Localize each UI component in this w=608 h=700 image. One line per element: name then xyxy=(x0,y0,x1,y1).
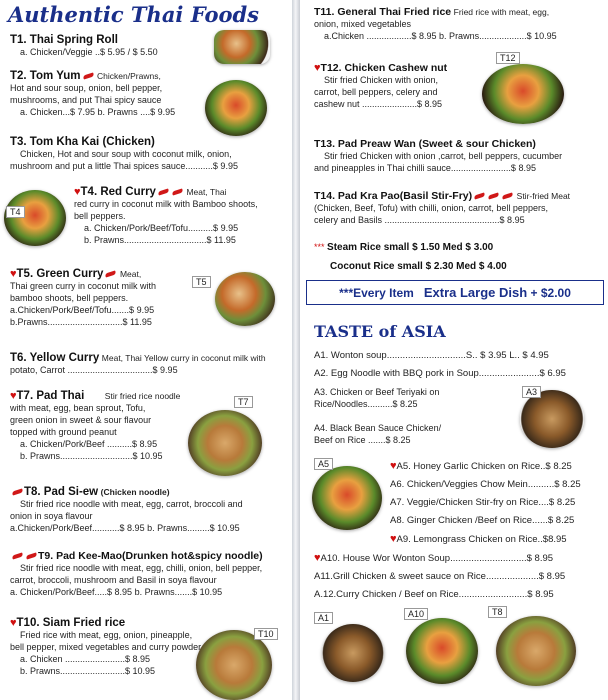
right-column xyxy=(300,0,608,700)
green-curry-photo xyxy=(215,272,275,326)
photo-tag-t10: T10 xyxy=(254,628,278,640)
spicy-chili-icon xyxy=(474,193,486,200)
heart-icon: ♥ xyxy=(390,533,397,545)
heart-icon: ♥ xyxy=(314,552,321,564)
spicy-chili-icon xyxy=(105,271,117,278)
photo-tag-t4: T4 xyxy=(6,206,25,218)
asia-a1: A1. Wonton soup..............................S.. $ 3.95 L.. $ 4.95 xyxy=(314,350,549,361)
spicy-chili-icon xyxy=(12,489,24,496)
photo-tag-a1: A1 xyxy=(314,612,333,624)
heart-icon: ♥ xyxy=(74,186,81,198)
steam-rice-line: *** Steam Rice small $ 1.50 Med $ 3.00 xyxy=(314,242,494,253)
asia-a11: A11.Grill Chicken & sweet sauce on Rice....................$ 8.95 xyxy=(314,571,566,582)
asia-a9: ♥A9. Lemongrass Chicken on Rice..$8.95 xyxy=(390,533,567,545)
honey-garlic-photo xyxy=(312,466,382,530)
menu-item-t3: T3. Tom Kha Kai (Chicken) Chicken, Hot and sour soup with coconut milk, onion, mushroom and put a little Thai spices sauce...........$ 9.95 xyxy=(10,136,238,171)
asia-a2: A2. Egg Noodle with BBQ pork in Soup.......................$ 6.95 xyxy=(314,368,566,379)
spicy-chili-icon xyxy=(12,553,24,560)
menu-item-t8: T8. Pad Si-ew (Chicken noodle) Stir fried rice noodle with meat, egg, carrot, broccoli and onion in soya flavour a.Chicken/Pork/Beef...........$ 8.95 b. Prawns.........$ 10.95 xyxy=(10,486,243,533)
asia-a4: A4. Black Bean Sauce Chicken/ Beef on Rice .......$ 8.25 xyxy=(314,423,442,445)
heart-icon: ♥ xyxy=(390,460,397,472)
heart-icon: ♥ xyxy=(314,62,321,74)
spicy-chili-icon xyxy=(172,189,184,196)
asia-a6: A6. Chicken/Veggies Chow Mein..........$ 8.25 xyxy=(390,479,581,490)
asia-a5: ♥A5. Honey Garlic Chicken on Rice..$ 8.25 xyxy=(390,460,572,472)
asia-a8: A8. Ginger Chicken /Beef on Rice......$ 8.25 xyxy=(390,515,575,526)
pad-si-ew-photo xyxy=(496,616,576,686)
coconut-rice-line: Coconut Rice small $ 2.30 Med $ 4.00 xyxy=(330,261,507,272)
photo-tag-a5: A5 xyxy=(314,458,333,470)
menu-item-t2: T2. Tom Yum Chicken/Prawns, Hot and sour soup, onion, bell pepper, mushrooms, and put Thai spicy sauce a. Chicken...$ 7.95 b. Prawns ....$ 9.95 xyxy=(10,70,176,117)
wonton-soup-photo xyxy=(322,624,384,682)
menu-item-t13: T13. Pad Preaw Wan (Sweet & sour Chicken) Stir fried Chicken with onion ,carrot, bell peppers, cucumber and pineapples in Thai chilli sauce........................$ 8.95 xyxy=(314,138,563,173)
menu-item-t11: T11. General Thai Fried rice Fried rice with meat, egg, onion, mixed vegetables a.Chicken ..................$ 8.95 b. Prawns...................$ 10.95 xyxy=(314,6,557,41)
menu-item-t10: ♥T10. Siam Fried rice Fried rice with meat, egg, onion, pineapple, bell pepper, mixed vegetables and curry powder a. Chicken ........................$ 8.95 b. Prawns..........................$ 10.95 xyxy=(10,617,202,676)
spring-roll-photo xyxy=(214,30,270,64)
tom-yum-photo xyxy=(205,80,267,136)
star-marker: *** xyxy=(314,242,325,252)
menu-item-t4: ♥T4. Red Curry Meat, Thai red curry in coconut milk with Bamboo shoots, bell peppers. a. Chicken/Pork/Beef/Tofu..........$ 9.95 b. Prawns.................................$ 11.95 xyxy=(74,186,258,245)
asia-a7: A7. Veggie/Chicken Stir-fry on Rice....$ 8.25 xyxy=(390,497,576,508)
spicy-chili-icon xyxy=(26,553,38,560)
asia-a12: A.12.Curry Chicken / Beef on Rice..........................$ 8.95 xyxy=(314,589,554,600)
asia-a3: A3. Chicken or Beef Teriyaki on Rice/Noodles..........$ 8.25 xyxy=(314,387,440,409)
spicy-chili-icon xyxy=(488,193,500,200)
photo-tag-t5: T5 xyxy=(192,276,211,288)
menu-item-t14: T14. Pad Kra Pao(Basil Stir-Fry) Stir-fried Meat (Chicken, Beef, Tofu) with chilli, onion, carrot, bell peppers, celery and Basils ..............................................$ 8.95 xyxy=(314,190,571,225)
photo-tag-t12: T12 xyxy=(496,52,520,64)
photo-tag-a10: A10 xyxy=(404,608,428,620)
asia-a10: ♥A10. House Wor Wonton Soup.............................$ 8.95 xyxy=(314,552,554,564)
siam-fried-rice-photo xyxy=(196,630,272,700)
photo-tag-a3: A3 xyxy=(522,386,541,398)
section-title-asia: TASTE of ASIA xyxy=(314,322,446,341)
spicy-chili-icon xyxy=(158,189,170,196)
photo-tag-t7: T7 xyxy=(234,396,253,408)
photo-tag-t8: T8 xyxy=(488,606,507,618)
extra-large-banner: ***Every Item Extra Large Dish + $2.00 xyxy=(306,280,604,305)
wor-wonton-photo xyxy=(406,618,478,684)
menu-fold xyxy=(292,0,300,700)
heart-icon: ♥ xyxy=(10,268,17,280)
menu-item-t9: T9. Pad Kee-Mao(Drunken hot&spicy noodle) Stir fried rice noodle with meat, egg, chilli, onion, bell pepper, carrot, broccoli, mushroom and Basil in soya flavour a. Chicken/Pork/Beef.....$ 8.95 b. Prawns.......$ 10.95 xyxy=(10,550,263,597)
spicy-chili-icon xyxy=(502,193,514,200)
cashew-chicken-photo xyxy=(482,64,564,124)
left-column xyxy=(0,0,292,700)
menu-item-t7: ♥T7. Pad Thai Stir fried rice noodle with meat, egg, bean sprout, Tofu, green onion in sweet & sour flavour topped with ground peanut a. Chicken/Pork/Beef ..........$ 8.95 b. Prawns.............................$ 10.95 xyxy=(10,390,181,461)
menu-item-t1: T1. Thai Spring Roll a. Chicken/Veggie ..$ 5.95 / $ 5.50 xyxy=(10,34,158,57)
menu-item-t12: ♥T12. Chicken Cashew nut Stir fried Chicken with onion, carrot, bell peppers, celery and cashew nut ......................$ 8.95 xyxy=(314,62,448,109)
heart-icon: ♥ xyxy=(10,390,17,402)
red-curry-photo xyxy=(4,190,66,246)
page-title: Authentic Thai Foods xyxy=(8,2,260,27)
heart-icon: ♥ xyxy=(10,617,17,629)
spicy-chili-icon xyxy=(82,73,94,80)
menu-item-t5: ♥T5. Green Curry Meat, Thai green curry in coconut milk with bamboo shoots, bell peppers. a.Chicken/Pork/Beef/Tofu.......$ 9.95 b.Prawns..............................$ 11.95 xyxy=(10,268,157,327)
menu-item-t6: T6. Yellow Curry Meat, Thai Yellow curry in coconut milk with potato, Carrot ..................................$ 9.95 xyxy=(10,352,266,375)
teriyaki-photo xyxy=(520,390,584,448)
